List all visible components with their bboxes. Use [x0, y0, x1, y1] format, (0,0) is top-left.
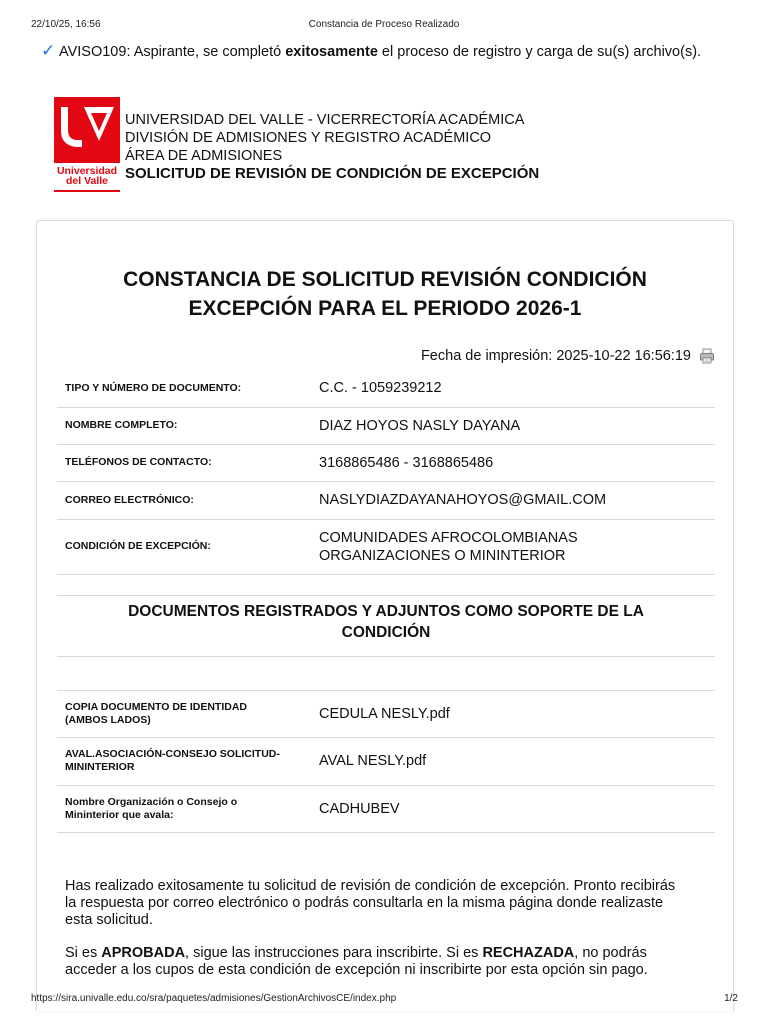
row-label: NOMBRE COMPLETO:	[65, 419, 178, 431]
row-value: NASLYDIAZDAYANAHOYOS@GMAIL.COM	[319, 492, 607, 508]
row-label: TIPO Y NÚMERO DE DOCUMENTO:	[65, 381, 242, 394]
documents-title-line1: DOCUMENTOS REGISTRADOS Y ADJUNTOS COMO SOPORTE DE LA	[128, 603, 644, 620]
applicant-row-document	[57, 369, 715, 408]
label-line2: Mininterior que avala:	[65, 808, 174, 821]
condition-value-line1: COMUNIDADES AFROCOLOMBIANAS	[319, 529, 578, 546]
logo-text-line1: Universidad	[56, 165, 118, 177]
success-line1: Has realizado exitosamente tu solicitud de revisión de condición de excepción. Pronto recibirás	[65, 878, 676, 894]
print-url: https://sira.univalle.edu.co/sra/paquetes/admisiones/GestionArchivosCE/index.php	[31, 993, 397, 1004]
status-rules-message	[65, 945, 705, 979]
applicant-row-phones	[57, 444, 715, 482]
logo-wordmark	[54, 166, 120, 186]
document-row-identity	[57, 691, 715, 738]
certificate-title-line2: EXCEPCIÓN PARA EL PERIODO 2026-1	[188, 297, 582, 320]
institution-line3: ÁREA DE ADMISIONES	[125, 148, 283, 164]
label-line1: Nombre Organización o Consejo o	[65, 795, 238, 808]
applicant-row-name	[57, 407, 715, 445]
institution-line2: DIVISIÓN DE ADMISIONES Y REGISTRO ACADÉMICO	[125, 130, 492, 146]
document-row-endorsement	[57, 737, 715, 786]
print-footer	[0, 993, 768, 1007]
label-line1: AVAL.ASOCIACIÓN-CONSEJO SOLICITUD-	[65, 748, 280, 760]
row-label: CORREO ELECTRÓNICO:	[65, 493, 194, 506]
label-line2: (AMBOS LADOS)	[65, 714, 151, 726]
success-message	[65, 878, 705, 929]
document-row-organization	[57, 785, 715, 833]
certificate-title-line1: CONSTANCIA DE SOLICITUD REVISIÓN CONDICIÓN	[123, 268, 647, 291]
notice-suffix: el proceso de registro y carga de su(s) archivo(s).	[377, 44, 702, 60]
logo-underline	[54, 190, 120, 192]
approved-emphasis: APROBADA	[101, 945, 186, 961]
row-value: CADHUBEV	[319, 800, 400, 817]
rules-line1	[65, 945, 705, 962]
rules-part3: , no podrás	[574, 945, 647, 961]
print-date-row	[421, 348, 715, 364]
success-notice	[41, 41, 741, 61]
institution-line1: UNIVERSIDAD DEL VALLE - VICERRECTORÍA ACADÉMICA	[125, 112, 525, 128]
row-label	[57, 796, 319, 822]
section-divider	[57, 656, 715, 657]
label-line1: COPIA DOCUMENTO DE IDENTIDAD	[65, 701, 248, 713]
print-datetime: 22/10/25, 16:56	[31, 19, 101, 30]
success-line3: esta solicitud.	[65, 912, 153, 928]
logo-emblem-icon	[54, 97, 120, 163]
document-file-link[interactable]: AVAL NESLY.pdf	[319, 753, 427, 769]
row-label: TELÉFONOS DE CONTACTO:	[65, 456, 212, 468]
label-line2: MININTERIOR	[65, 761, 135, 773]
applicant-row-email	[57, 481, 715, 520]
university-logo	[54, 97, 120, 193]
rejected-emphasis: RECHAZADA	[482, 945, 575, 961]
row-label: CONDICIÓN DE EXCEPCIÓN:	[65, 540, 211, 552]
success-line2: la respuesta por correo electrónico o podrás consultarla en la misma página donde realizaste	[65, 895, 664, 911]
print-page-title: Constancia de Proceso Realizado	[308, 19, 460, 30]
notice-prefix: AVISO109: Aspirante, se completó	[59, 44, 286, 60]
condition-value-line2: ORGANIZACIONES O MININTERIOR	[319, 547, 566, 564]
row-label	[57, 701, 319, 727]
rules-line2: acceder a los cupos de esta condición de excepción ni inscribirte por esta opción sin pago.	[65, 962, 648, 978]
section-divider	[57, 595, 715, 596]
row-label	[57, 748, 319, 774]
certificate-title	[37, 265, 733, 323]
notice-emphasis: exitosamente	[285, 44, 378, 60]
rules-part2: , sigue las instrucciones para inscribirte. Si es	[185, 945, 483, 961]
rules-part1: Si es	[65, 945, 102, 961]
row-value: 3168865486 - 3168865486	[319, 454, 494, 471]
certificate-panel	[36, 220, 734, 1011]
logo-text-line2: del Valle	[65, 175, 109, 187]
documents-title-line2: CONDICIÓN	[341, 624, 431, 641]
row-value: DIAZ HOYOS NASLY DAYANA	[319, 417, 521, 434]
row-value: C.C. - 1059239212	[319, 380, 442, 396]
institution-heading	[125, 111, 539, 183]
row-value	[319, 529, 715, 565]
documents-section-title	[57, 601, 715, 643]
document-file-link[interactable]: CEDULA NESLY.pdf	[319, 706, 450, 722]
print-header	[0, 19, 768, 33]
institution-line4: SOLICITUD DE REVISIÓN DE CONDICIÓN DE EXCEPCIÓN	[125, 165, 540, 182]
print-date-text: Fecha de impresión: 2025-10-22 16:56:19	[420, 348, 691, 364]
print-page-count: 1/2	[724, 993, 738, 1004]
check-icon: ✓	[41, 41, 56, 60]
printer-icon[interactable]	[699, 348, 715, 364]
applicant-row-condition	[57, 519, 715, 575]
